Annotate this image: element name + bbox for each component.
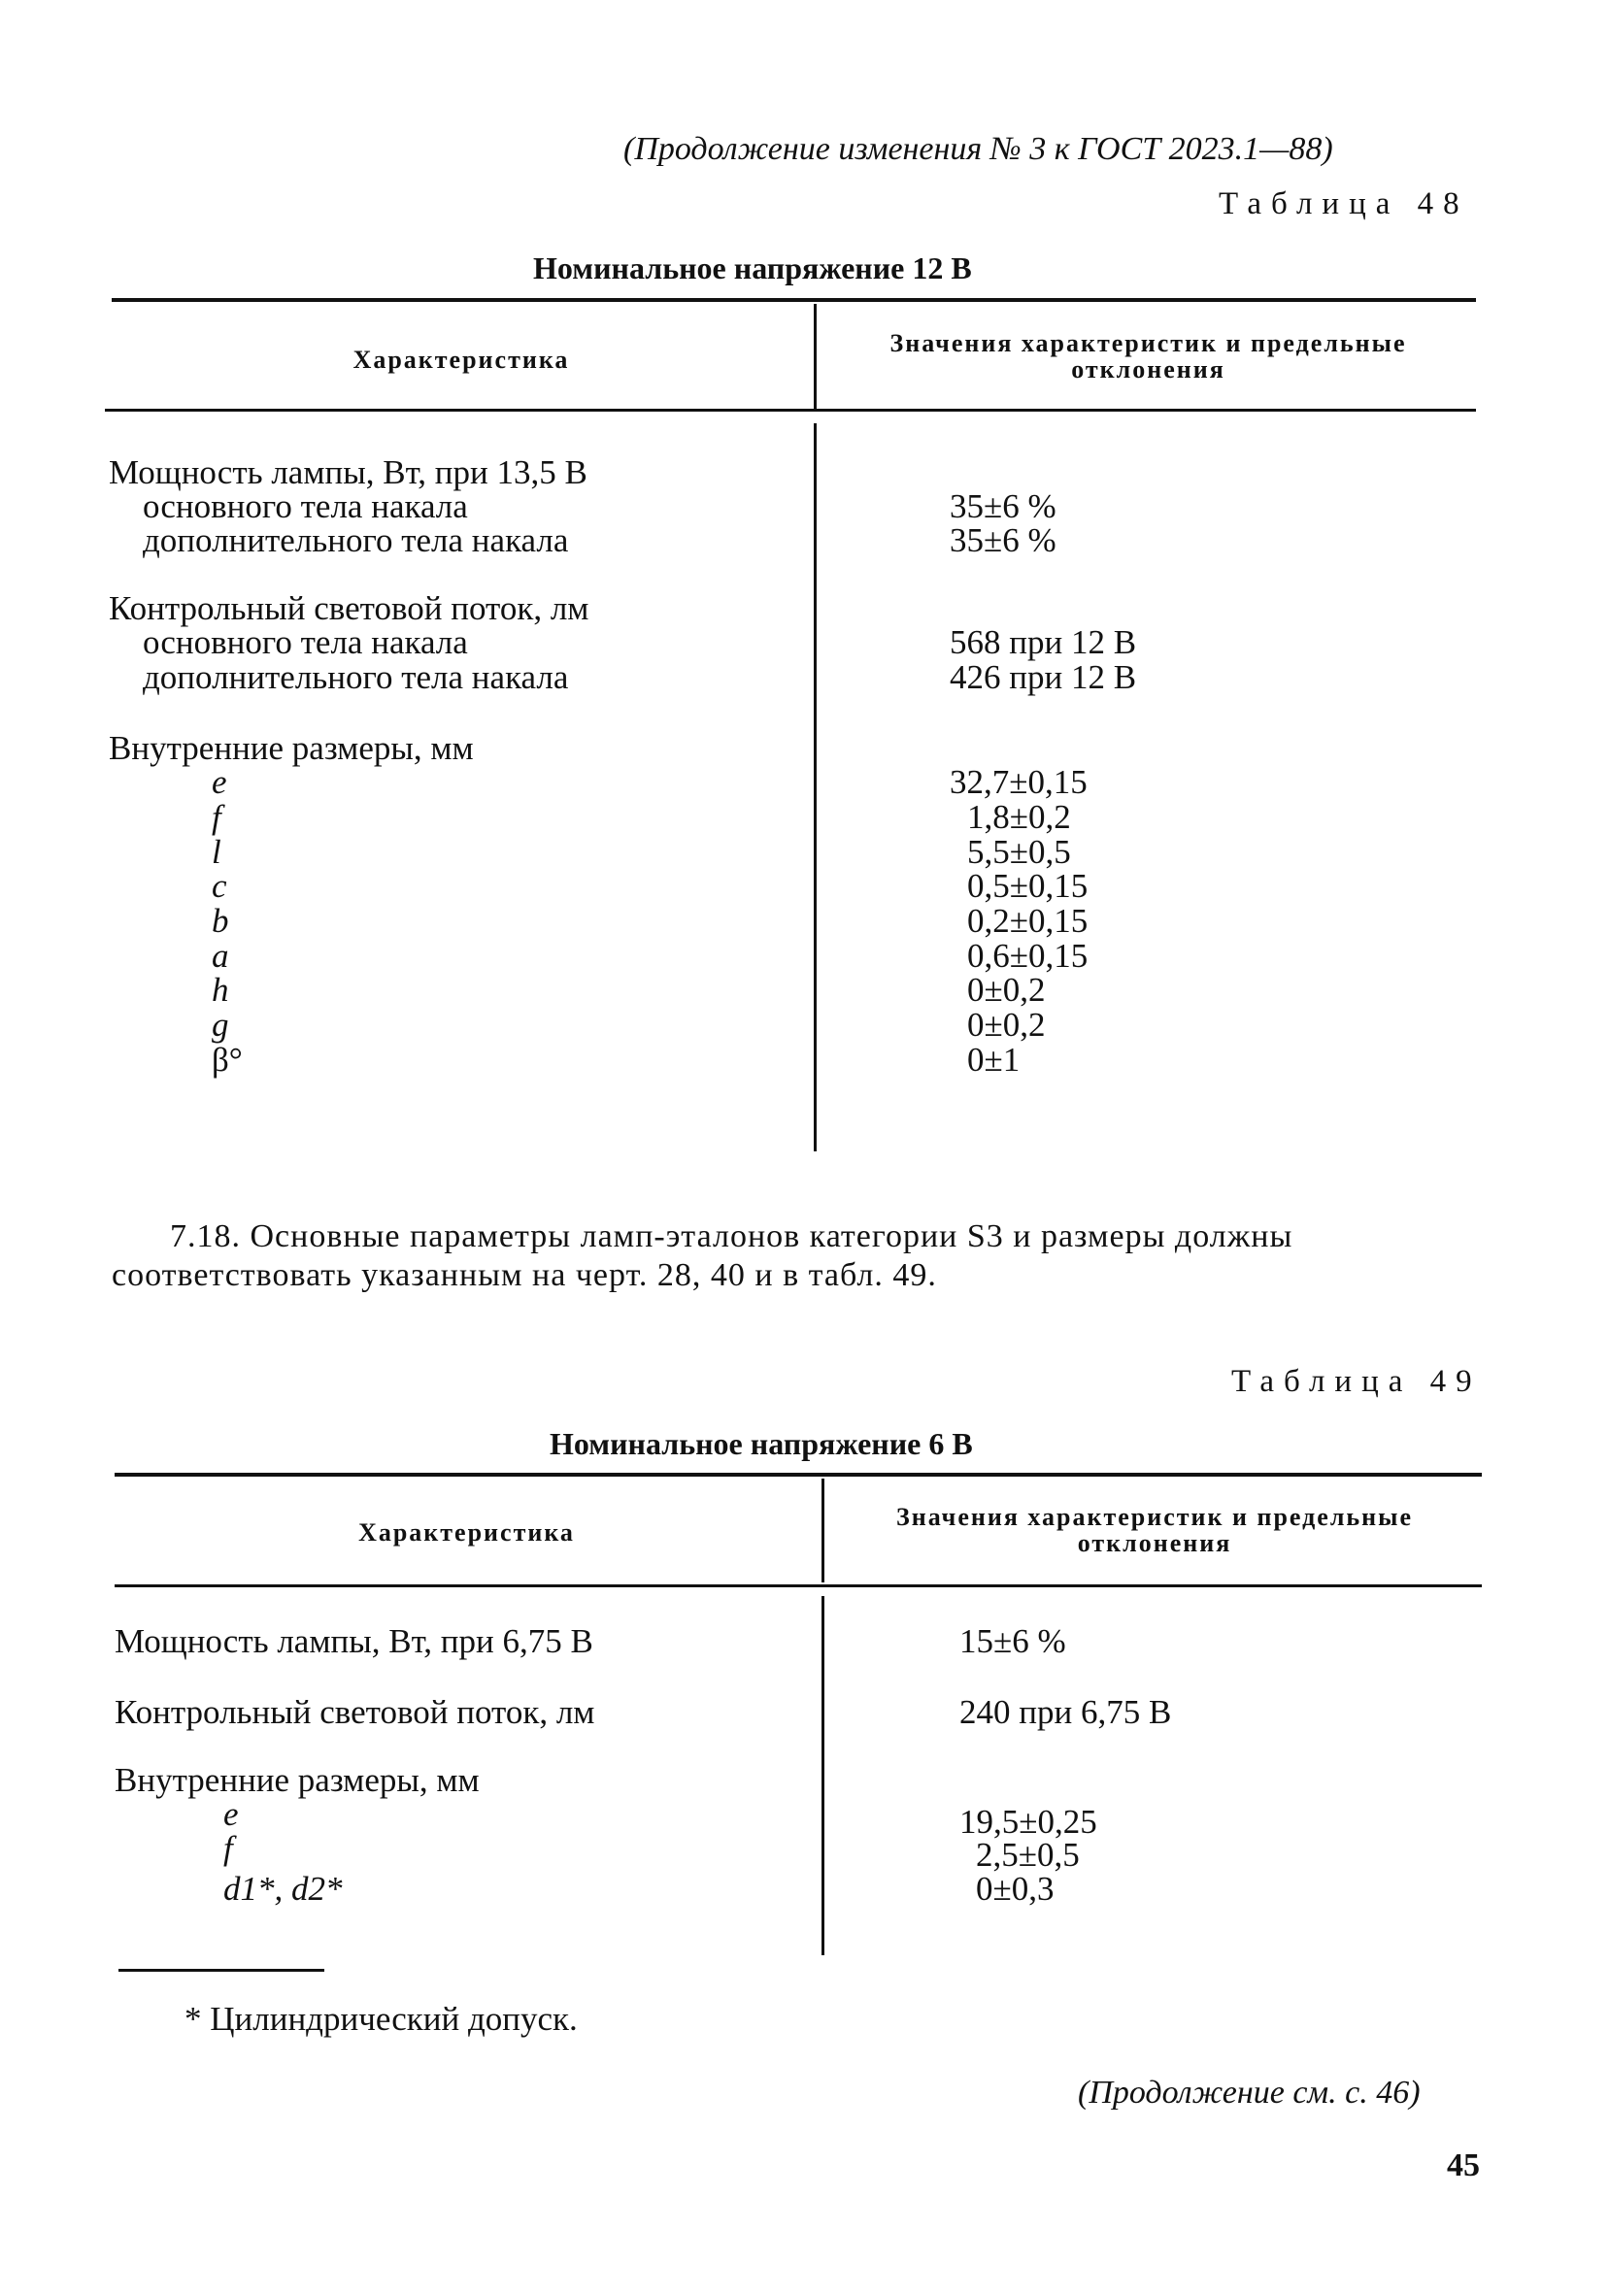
table48-value-power-main: 35±6 % [950, 487, 1056, 525]
paragraph-line2: соответствовать указанным на черт. 28, 40 и в табл. 49. [112, 1257, 937, 1293]
table48-row-dim-a: a [212, 937, 229, 975]
table48-title: Номинальное напряжение 12 В [533, 250, 972, 285]
table48-row-dim-c: c [212, 867, 227, 905]
table48-value-flux-extra: 426 при 12 В [950, 658, 1137, 696]
table48-row-dim-b: b [212, 902, 229, 940]
table49-col1-header: Характеристика [358, 1518, 575, 1547]
table49-row-dim-f: f [223, 1829, 233, 1867]
table49-header-divider [821, 1479, 824, 1582]
table49-value-dim-e: 19,5±0,25 [959, 1803, 1097, 1841]
table48-value-dim-g: 0±0,2 [967, 1006, 1046, 1044]
table48-value-dim-beta: 0±1 [967, 1041, 1021, 1079]
table49-value-power: 15±6 % [959, 1622, 1066, 1660]
table48-row-dim-e: e [212, 763, 227, 801]
table48-value-dim-b: 0,2±0,15 [967, 902, 1089, 940]
table48-row-flux: Контрольный световой поток, лм [109, 589, 589, 627]
page-number: 45 [1447, 2147, 1480, 2183]
table48-row-dim-l: l [212, 833, 221, 871]
table48-col2-header-line2: отклонения [1071, 355, 1225, 383]
table48-row-dimensions: Внутренние размеры, мм [109, 729, 474, 767]
table48-row-power-extra: дополнительного тела накала [143, 521, 569, 559]
table48-row-power: Мощность лампы, Вт, при 13,5 В [109, 453, 587, 491]
table48-header-divider [814, 304, 817, 411]
table49-value-dim-f: 2,5±0,5 [976, 1836, 1080, 1874]
table48-value-dim-c: 0,5±0,15 [967, 867, 1089, 905]
table49-row-flux: Контрольный световой поток, лм [115, 1693, 595, 1731]
table49-col2-header-line1: Значения характеристик и предельные [896, 1503, 1413, 1531]
paragraph-line1: 7.18. Основные параметры ламп-эталонов категории S3 и размеры должны [170, 1218, 1293, 1254]
table49-row-dim-e: e [223, 1795, 239, 1833]
table48-caption: Таблица 48 [1219, 186, 1469, 221]
table48-row-dim-h: h [212, 971, 229, 1009]
table48-top-rule [112, 298, 1476, 302]
table48-row-flux-extra: дополнительного тела накала [143, 658, 569, 696]
table48-row-dim-g: g [212, 1006, 229, 1044]
table48-value-dim-h: 0±0,2 [967, 971, 1046, 1009]
footnote: * Цилиндрический допуск. [184, 2000, 578, 2038]
table49-col2-header-line2: отклонения [1077, 1529, 1232, 1557]
table48-value-flux-main: 568 при 12 В [950, 623, 1137, 661]
table48-row-power-main: основного тела накала [143, 487, 468, 525]
table48-value-dim-l: 5,5±0,5 [967, 833, 1071, 871]
table49-header-rule [115, 1584, 1482, 1587]
continuation-footer: (Продолжение см. с. 46) [1078, 2075, 1421, 2111]
table48-body-divider [814, 423, 817, 1151]
table48-value-dim-a: 0,6±0,15 [967, 937, 1089, 975]
table49-row-dimensions: Внутренние размеры, мм [115, 1761, 480, 1799]
table48-value-power-extra: 35±6 % [950, 521, 1056, 559]
table48-col1-header: Характеристика [352, 346, 570, 374]
table49-row-dim-d: d1*, d2* [223, 1870, 343, 1908]
table48-value-dim-f: 1,8±0,2 [967, 798, 1071, 836]
table48-row-dim-beta: β° [212, 1041, 243, 1079]
table48-row-flux-main: основного тела накала [143, 623, 468, 661]
table48-header-rule [105, 409, 1476, 412]
table49-title: Номинальное напряжение 6 В [550, 1426, 973, 1461]
table48-col2-header-line1: Значения характеристик и предельные [889, 329, 1407, 357]
table49-value-flux: 240 при 6,75 В [959, 1693, 1172, 1731]
table48-row-dim-f: f [212, 798, 221, 836]
table49-row-power: Мощность лампы, Вт, при 6,75 В [115, 1622, 593, 1660]
table49-value-dim-d: 0±0,3 [976, 1870, 1055, 1908]
table49-top-rule [115, 1473, 1482, 1477]
table48-value-dim-e: 32,7±0,15 [950, 763, 1088, 801]
continuation-header: (Продолжение изменения № 3 к ГОСТ 2023.1—88) [623, 131, 1333, 167]
footnote-rule [118, 1969, 324, 1972]
table49-caption: Таблица 49 [1231, 1364, 1482, 1399]
table49-body-divider [821, 1596, 824, 1955]
